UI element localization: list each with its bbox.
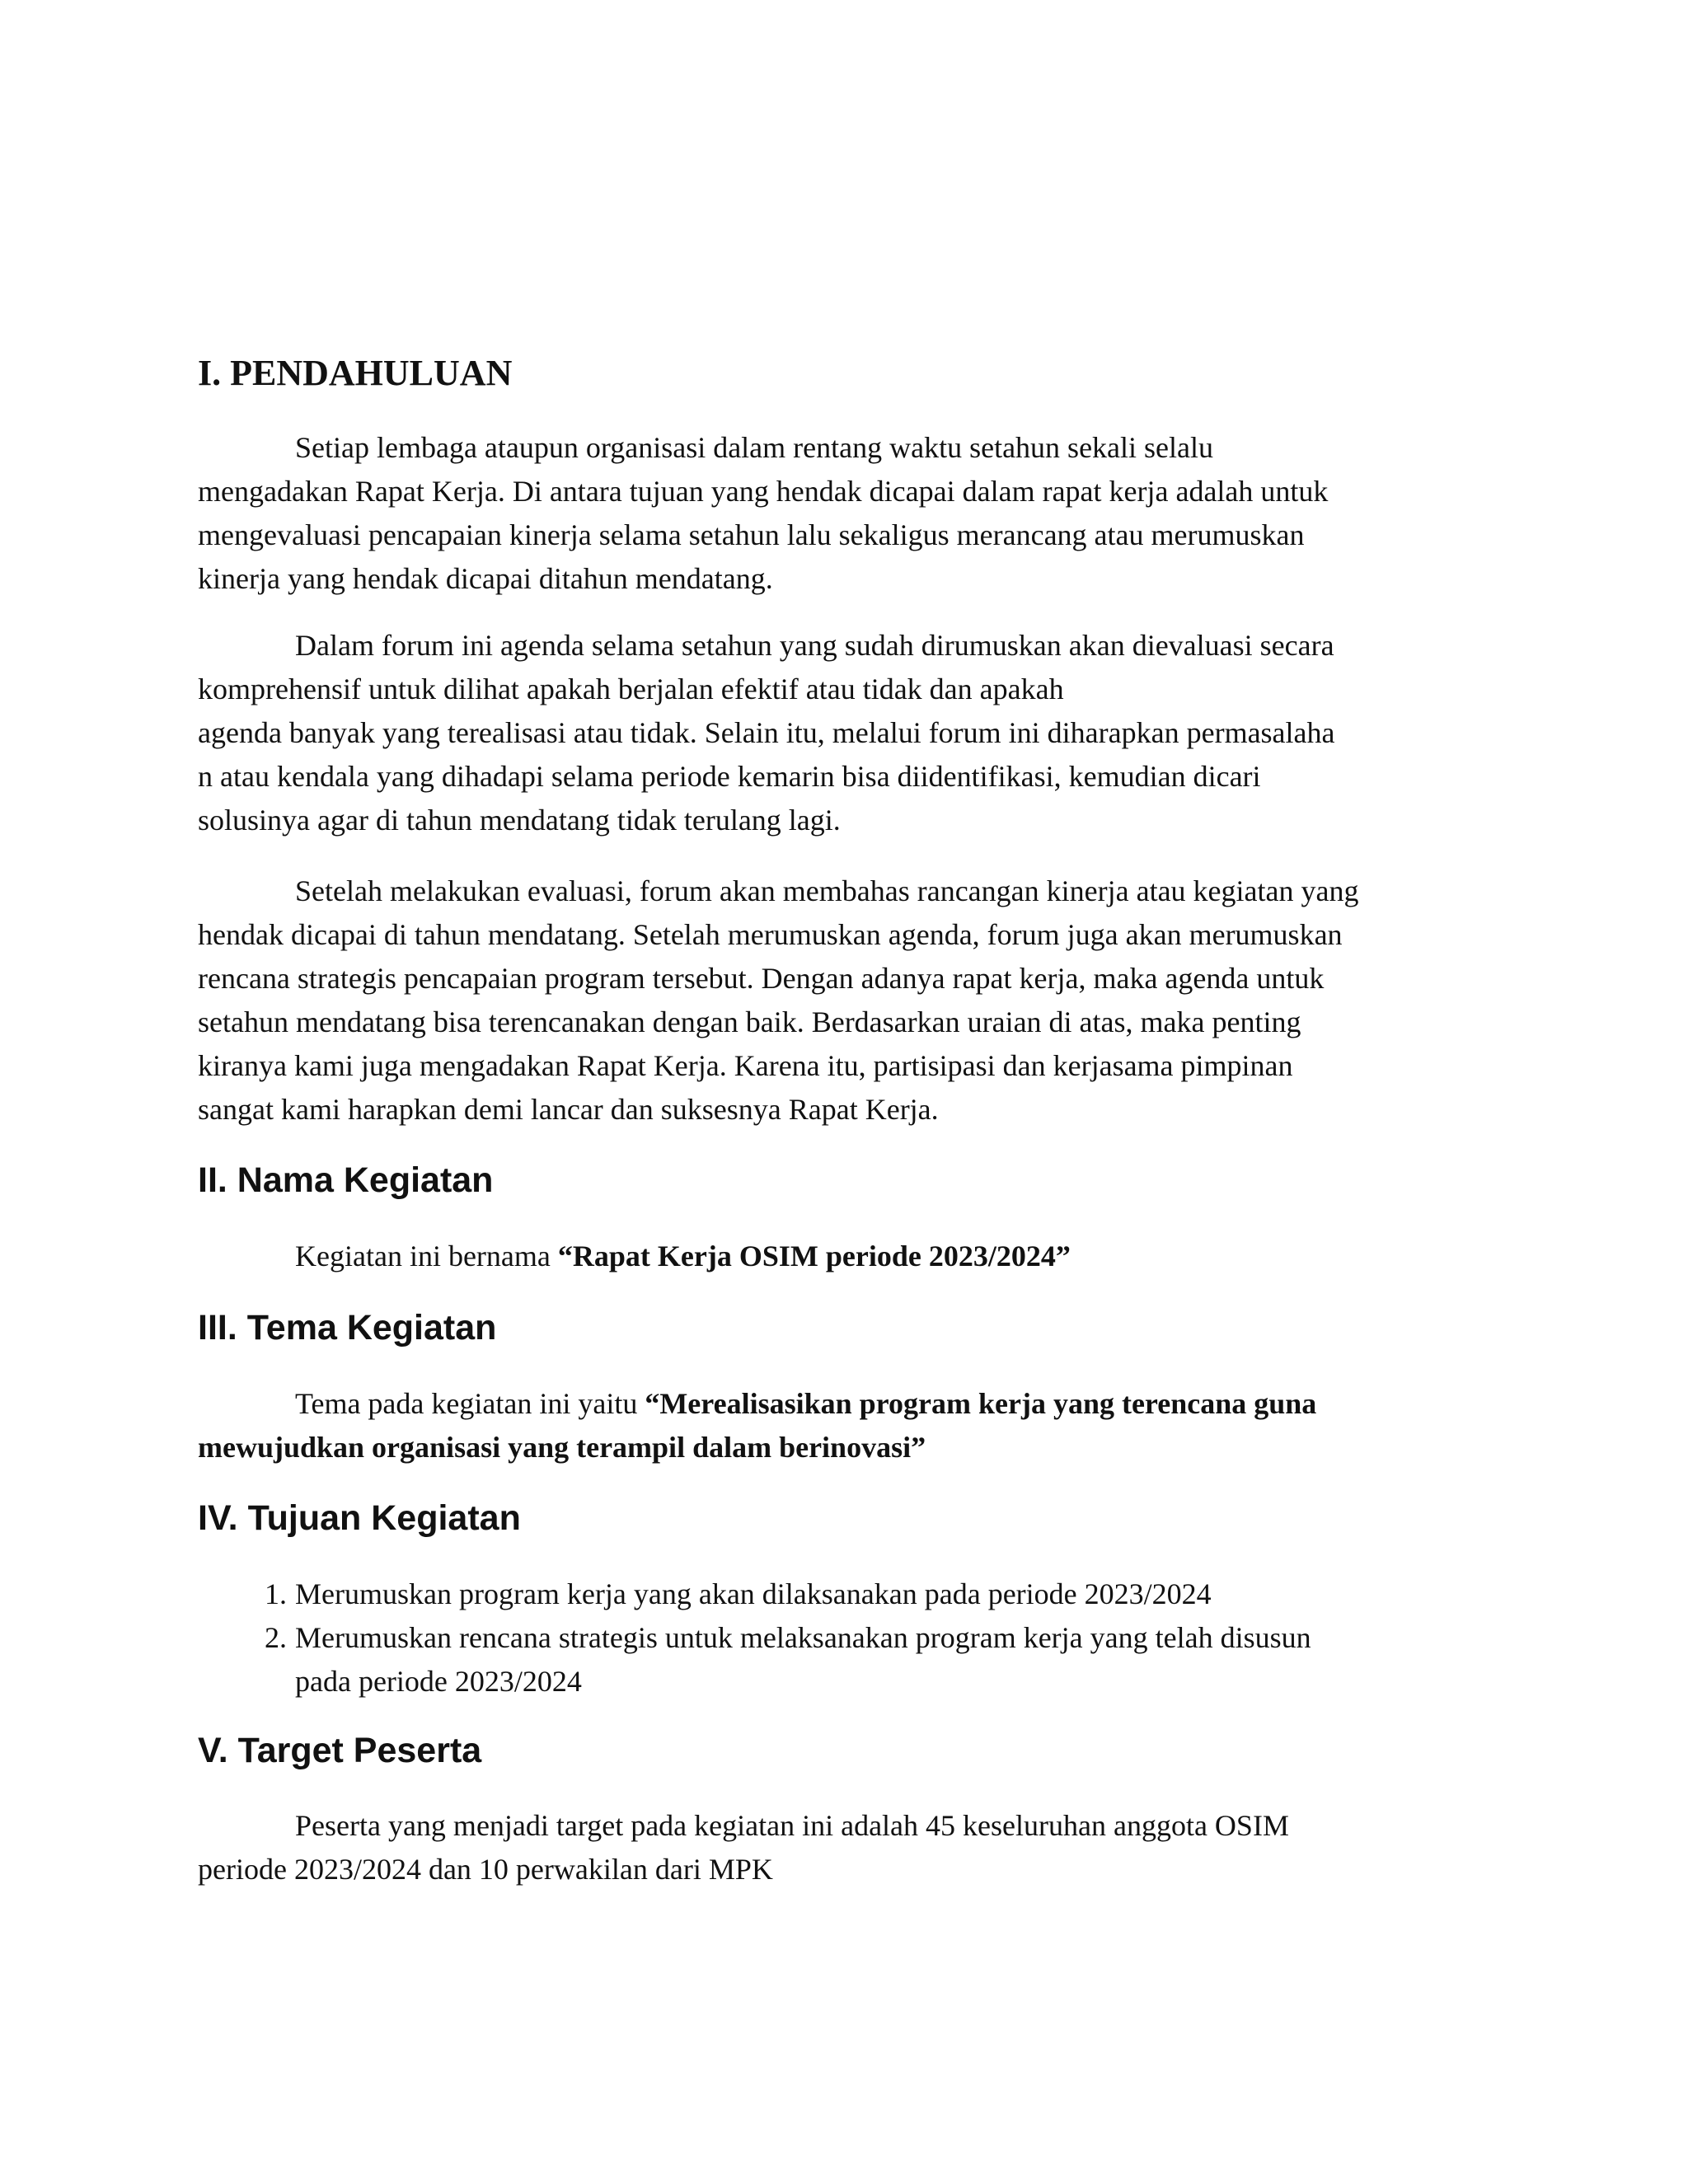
tujuan-list [198, 1572, 1517, 1704]
text-line [198, 1382, 1517, 1426]
text-line: komprehensif untuk dilihat apakah berjalan efektif atau tidak dan apakah [198, 673, 1064, 705]
paragraph-nama-kegiatan [198, 1235, 1517, 1278]
text-line: Setiap lembaga ataupun organisasi dalam rentang waktu setahun sekali selalu [295, 431, 1213, 464]
text-line: mengadakan Rapat Kerja. Di antara tujuan yang hendak dicapai dalam rapat kerja adalah untuk [198, 475, 1329, 508]
section-heading-tema-kegiatan: III. Tema Kegiatan [198, 1308, 497, 1347]
paragraph-pendahuluan-1 [198, 426, 1517, 601]
text-line: Peserta yang menjadi target pada kegiatan ini adalah 45 keseluruhan anggota OSIM [295, 1809, 1289, 1842]
text-line: agenda banyak yang terealisasi atau tidak. Selain itu, melalui forum ini diharapkan permasalaha [198, 716, 1335, 749]
list-item [198, 1616, 1517, 1704]
text-line [198, 1235, 1517, 1278]
text-line: pada periode 2023/2024 [295, 1665, 582, 1698]
text-line: mengevaluasi pencapaian kinerja selama setahun lalu sekaligus merancang atau merumuskan [198, 518, 1305, 551]
text-line: solusinya agar di tahun mendatang tidak terulang lagi. [198, 804, 841, 837]
text-line: hendak dicapai di tahun mendatang. Setelah merumuskan agenda, forum juga akan merumuskan [198, 918, 1343, 951]
section-heading-nama-kegiatan: II. Nama Kegiatan [198, 1160, 494, 1200]
paragraph-pendahuluan-3 [198, 869, 1517, 1132]
section-heading-target-peserta: V. Target Peserta [198, 1731, 482, 1770]
text-line: Merumuskan rencana strategis untuk melaksanakan program kerja yang telah disusun [295, 1621, 1311, 1654]
text-line: kinerja yang hendak dicapai ditahun mendatang. [198, 562, 773, 595]
tema-title-line-2: mewujudkan organisasi yang terampil dalam berinovasi” [198, 1431, 926, 1464]
text-line: Dalam forum ini agenda selama setahun yang sudah dirumuskan akan dievaluasi secara [295, 629, 1334, 662]
tema-title-line-1: “Merealisasikan program kerja yang terencana guna [645, 1387, 1317, 1420]
nama-kegiatan-title: “Rapat Kerja OSIM periode 2023/2024” [557, 1240, 1071, 1272]
text-line: n atau kendala yang dihadapi selama periode kemarin bisa diidentifikasi, kemudian dicari [198, 760, 1261, 793]
text-line: Setelah melakukan evaluasi, forum akan membahas rancangan kinerja atau kegiatan yang [295, 874, 1359, 907]
paragraph-target-peserta [198, 1804, 1517, 1891]
list-number: 2. [265, 1621, 287, 1654]
tema-intro: Tema pada kegiatan ini yaitu [295, 1387, 645, 1420]
paragraph-tema-kegiatan [198, 1382, 1517, 1469]
text-line: kiranya kami juga mengadakan Rapat Kerja. Karena itu, partisipasi dan kerjasama pimpinan [198, 1049, 1293, 1082]
text-line: sangat kami harapkan demi lancar dan suksesnya Rapat Kerja. [198, 1093, 939, 1126]
paragraph-pendahuluan-2 [198, 624, 1517, 842]
section-heading-tujuan-kegiatan: IV. Tujuan Kegiatan [198, 1498, 521, 1538]
list-number: 1. [265, 1577, 287, 1610]
text-line: periode 2023/2024 dan 10 perwakilan dari MPK [198, 1853, 773, 1886]
nama-intro: Kegiatan ini bernama [295, 1240, 558, 1272]
list-item [198, 1572, 1517, 1616]
text-line: rencana strategis pencapaian program tersebut. Dengan adanya rapat kerja, maka agenda untuk [198, 962, 1325, 995]
text-line: Merumuskan program kerja yang akan dilaksanakan pada periode 2023/2024 [295, 1577, 1212, 1610]
text-line: setahun mendatang bisa terencanakan dengan baik. Berdasarkan uraian di atas, maka penting [198, 1005, 1301, 1038]
section-heading-pendahuluan: I. PENDAHULUAN [198, 353, 513, 393]
